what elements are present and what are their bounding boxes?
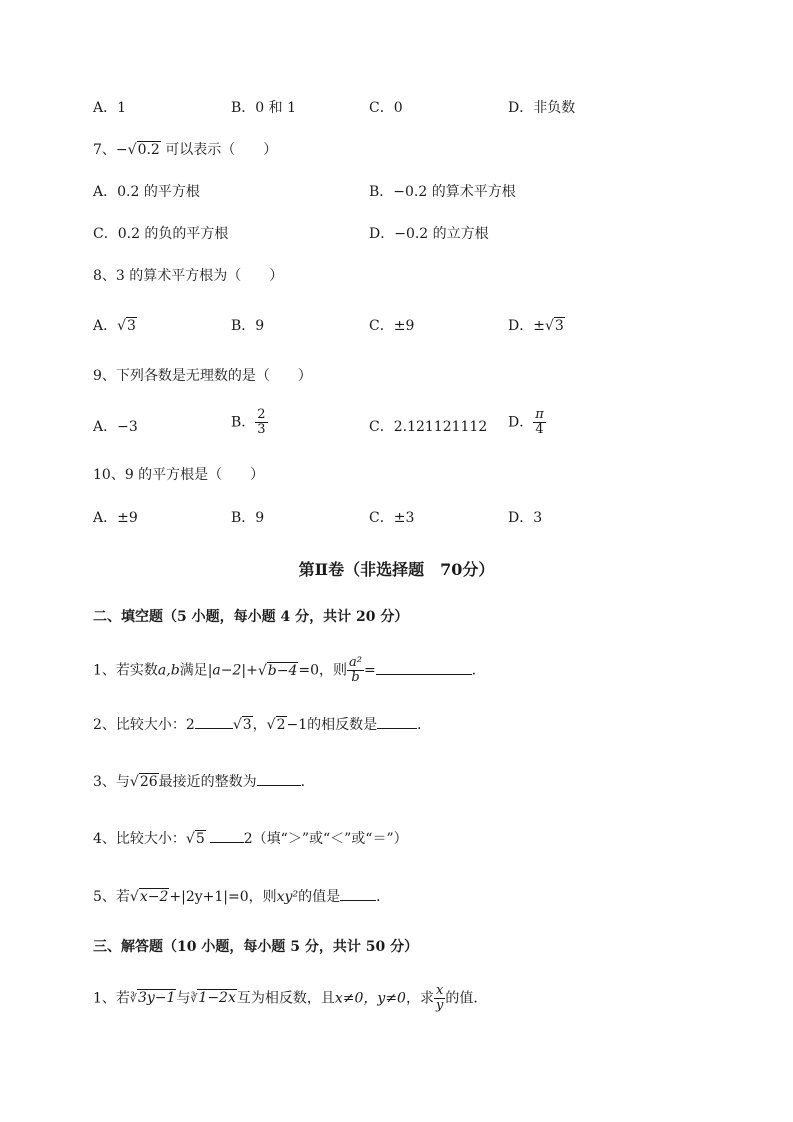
- q7-option-b: B．−0.2 的算术平方根: [369, 184, 516, 200]
- fill-section-header: 二、填空题（5 小题，每小题 4 分，共计 20 分）: [93, 609, 409, 625]
- q7-question: 7、−√0.2 可以表示（ ）: [93, 139, 277, 161]
- q8-option-b: B．9: [231, 318, 265, 334]
- q7-option-a: A．0.2 的平方根: [93, 184, 200, 200]
- q10-question: 10、9 的平方根是（ ）: [93, 467, 265, 483]
- q7-option-c: C．0.2 的负的平方根: [93, 226, 229, 242]
- q8-option-d: D．±√3: [508, 318, 564, 334]
- q6-option-d: D．非负数: [508, 100, 576, 116]
- q9-option-c: C．2.121121112: [369, 419, 488, 435]
- q10-option-c: C．±3: [369, 510, 415, 526]
- q8-option-c: C．±9: [369, 318, 415, 334]
- q6-option-a: A．1: [93, 100, 127, 116]
- fill-q3: 3、与√26最接近的整数为 ．: [93, 771, 315, 793]
- q6-option-c: C．0: [369, 100, 403, 116]
- answer-blank[interactable]: [195, 714, 233, 729]
- q9-question: 9、下列各数是无理数的是（ ）: [93, 368, 312, 384]
- answer-blank[interactable]: [257, 771, 301, 786]
- q9-option-b: B． $\frac{2}{3}$: [231, 407, 266, 437]
- q10-option-d: D．3: [508, 510, 543, 526]
- fill-q4: 4、比较大小：√5 2（填“＞”或“＜”或“＝”）: [93, 828, 408, 850]
- fill-q2: 2、比较大小：2 √3，√2−1的相反数是 ．: [93, 714, 431, 736]
- q6-option-b: B．0 和 1: [231, 100, 297, 116]
- part2-title: 第Ⅱ卷（非选择题 70分）: [298, 560, 495, 579]
- fill-q5: 5、若√x−2+|2y+1|=0，则xy²的值是 ．: [93, 886, 390, 908]
- q10-option-b: B．9: [231, 510, 265, 526]
- q9-option-d: D． $\frac{\pi}{4}$: [508, 407, 544, 437]
- fill-q1: 1、若实数a,b满足|a−2|+√b−4=0，则 $\frac{\text{a²}}{b}$ = ．: [93, 655, 486, 685]
- q9-option-a: A．−3: [93, 419, 138, 435]
- sqrt-symbol: √0.2: [127, 142, 160, 158]
- q8-question: 8、3 的算术平方根为（ ）: [93, 268, 284, 284]
- q7-option-d: D．−0.2 的立方根: [369, 226, 489, 242]
- q10-option-a: A．±9: [93, 510, 138, 526]
- answer-blank[interactable]: [376, 660, 472, 675]
- solve-section-header: 三、解答题（10 小题，每小题 5 分，共计 50 分）: [93, 939, 419, 955]
- q8-option-a: A．√3: [93, 318, 136, 334]
- answer-blank[interactable]: [340, 886, 376, 901]
- answer-blank[interactable]: [210, 828, 244, 843]
- answer-blank[interactable]: [377, 714, 417, 729]
- solve-q1: 1、若∛3y−1与∛1−2x互为相反数，且x≠0，y≠0，求 $\frac{x}{y}$ 的值．: [93, 983, 488, 1013]
